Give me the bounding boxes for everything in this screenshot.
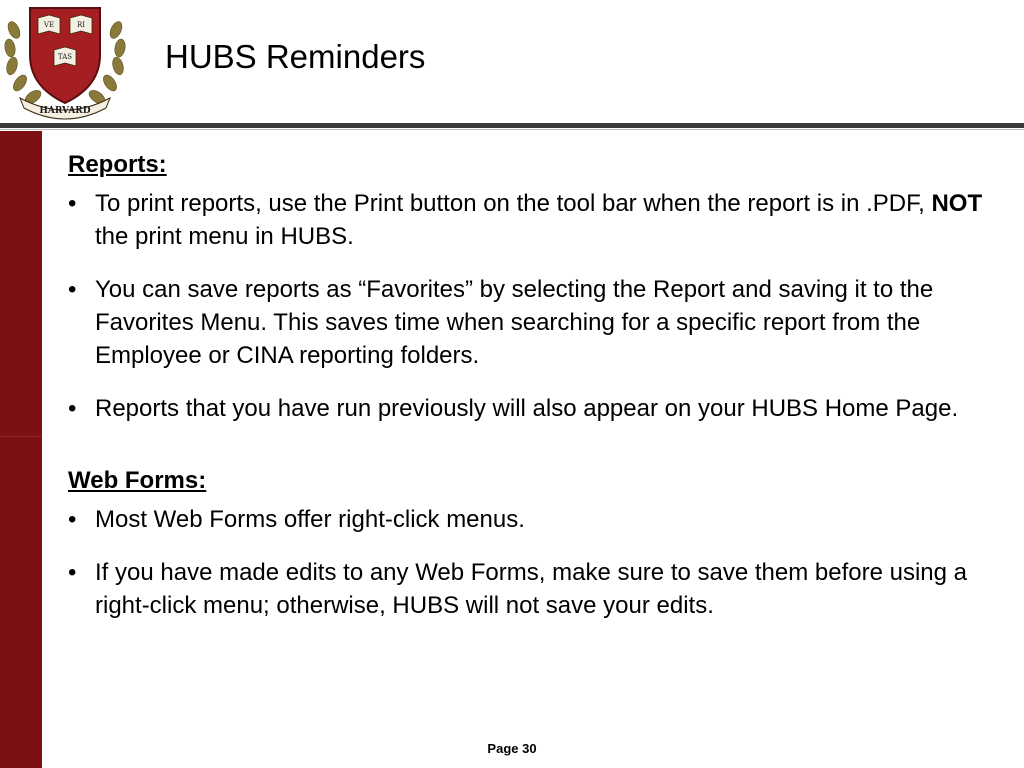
crest-text-ri: RI: [76, 21, 86, 29]
page-number: Page 30: [487, 741, 537, 756]
list-item: • Reports that you have run previously will also appear on your HUBS Home Page.: [68, 392, 998, 425]
header-divider: [0, 123, 1024, 131]
section-reports: [68, 149, 998, 425]
emphasis-text: NOT: [931, 190, 983, 217]
section-web-forms: [68, 465, 998, 622]
crest-text-tas: TAS: [57, 53, 73, 61]
crest-text-ve: VE: [43, 21, 55, 29]
bullet-icon: •: [68, 190, 77, 217]
list-item: • To print reports, use the Print button on the tool bar when the report is in .PDF, NOT the print menu in HUBS.: [68, 187, 998, 253]
slide-title: HUBS Reminders: [165, 38, 426, 75]
bullet-list: [68, 503, 998, 622]
bullet-icon: •: [68, 276, 77, 303]
bullet-icon: •: [68, 395, 77, 422]
list-item: • Most Web Forms offer right-click menus.: [68, 503, 998, 536]
bullet-icon: •: [68, 506, 77, 533]
bullet-icon: •: [68, 559, 77, 586]
slide-body: [68, 149, 998, 622]
left-crimson-bar: [0, 131, 42, 768]
section-heading: Web Forms:: [68, 467, 207, 494]
crest-text-harvard: HARVARD: [39, 106, 91, 116]
bullet-list: [68, 187, 998, 425]
list-item: • You can save reports as “Favorites” by selecting the Report and saving it to the Favorites Menu. This saves time when searching for a specific report from the Employee or CINA reporting folders.: [68, 273, 998, 372]
section-heading: Reports:: [68, 151, 167, 178]
harvard-shield-logo: [0, 0, 130, 122]
list-item: • If you have made edits to any Web Forms, make sure to save them before using a right-click menu; otherwise, HUBS will not save your edits.: [68, 556, 998, 622]
